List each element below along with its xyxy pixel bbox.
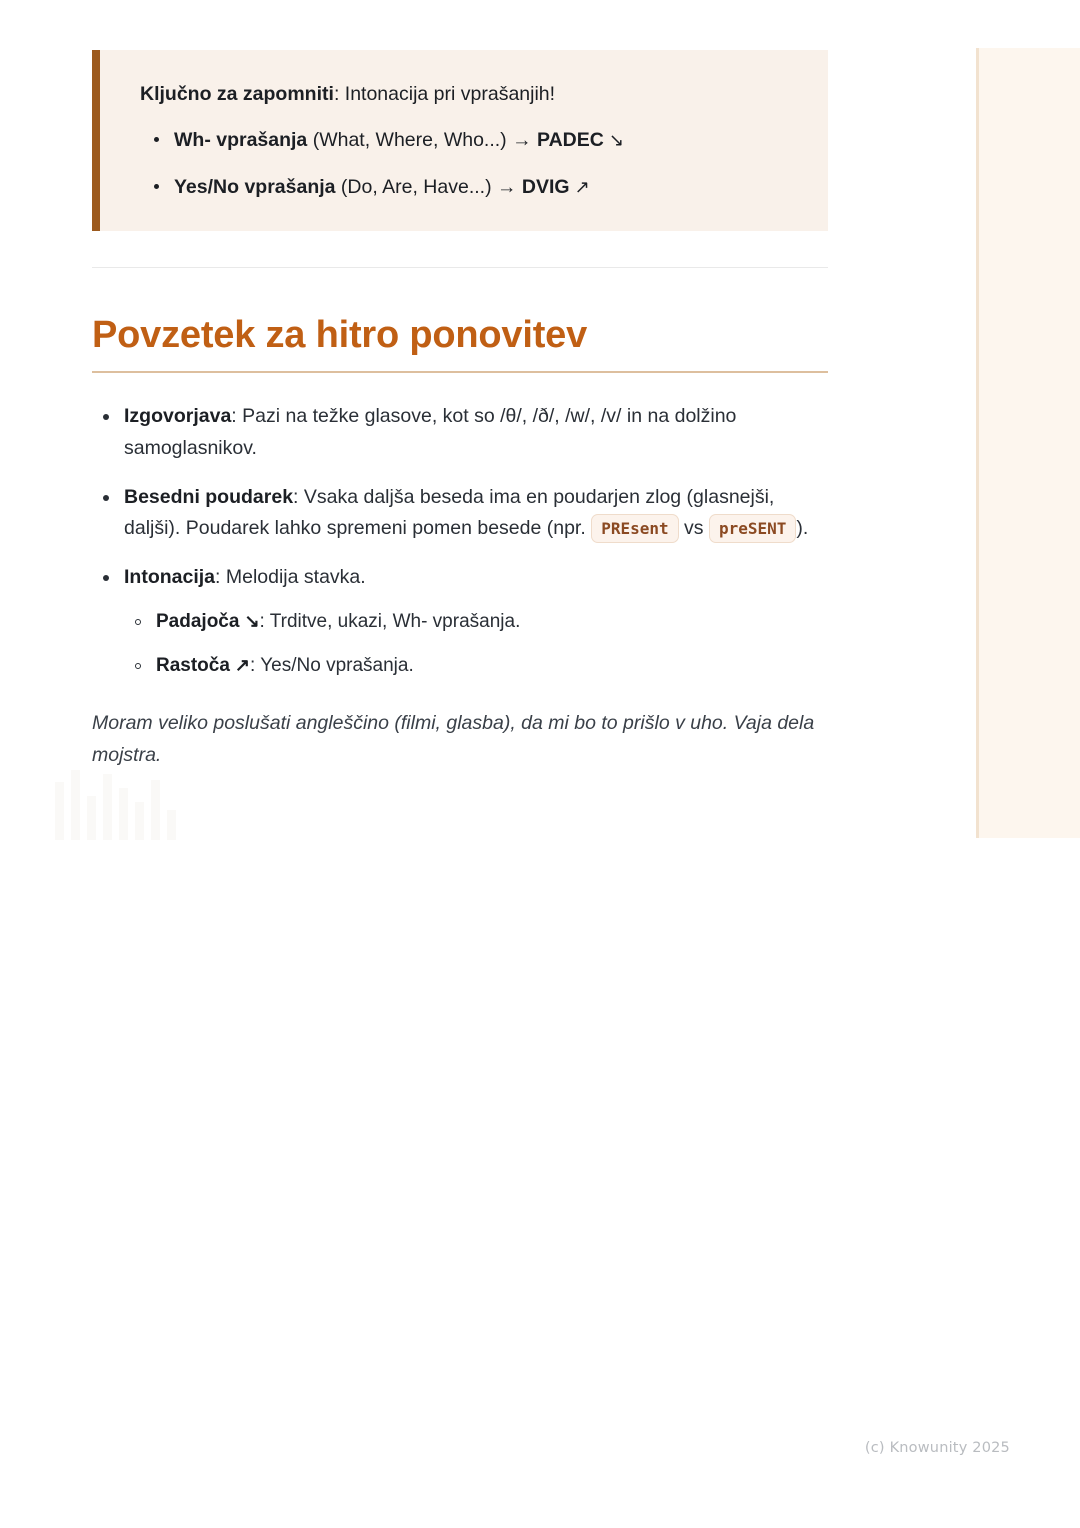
list-item (92, 401, 828, 464)
sub-item-term: Padajoča (156, 611, 240, 633)
closing-note: Moram veliko poslušati angleščino (filmi, glasba), da mi bo to prišlo v uho. Vaja dela mojstra. (92, 712, 815, 766)
code-chip-present-noun: PREsent (591, 514, 678, 543)
background-watermark (55, 770, 235, 840)
summary-item-text-part3: ). (796, 517, 809, 540)
code-chip-present-verb: preSENT (709, 514, 796, 543)
callout-item-middle: (Do, Are, Have...) → (335, 175, 522, 198)
sub-item-text: : Trditve, ukazi, Wh- vprašanja. (259, 611, 521, 633)
list-item (92, 562, 828, 680)
summary-item-term: Izgovorjava (124, 405, 232, 428)
list-item (92, 482, 828, 545)
callout-list-item (140, 126, 794, 154)
copyright-watermark: (c) Knowunity 2025 (864, 1440, 1010, 1456)
callout-lead-bold: Ključno za zapomniti (140, 83, 334, 105)
summary-item-term: Intonacija (124, 565, 216, 588)
section-heading: Povzetek za hitro ponovitev (92, 313, 588, 356)
summary-item-text-part1: : Vsaka daljša beseda ima en poudarjen zlog (glasnejši, daljši). Poudarek lahko spremeni pomen besede (npr. (124, 485, 775, 540)
sub-item-text: : Yes/No vprašanja. (250, 654, 414, 676)
right-side-panel (976, 48, 1080, 838)
summary-item-text: : Pazi na težke glasove, kot so /θ/, /ð/, /w/, /v/ in na dolžino samoglasnikov. (124, 405, 737, 460)
summary-item-term: Besedni poudarek (124, 485, 294, 508)
intonation-sub-list (124, 607, 828, 680)
callout-item-strong: DVIG (521, 175, 570, 198)
summary-item-text-part2: vs (678, 517, 709, 540)
callout-lead-line (140, 80, 794, 108)
sub-item-term: Rastoča (156, 654, 230, 676)
arrow-down-right-icon: ↘ (603, 130, 624, 151)
callout-item-strong: PADEC (537, 129, 604, 152)
list-item (124, 607, 828, 636)
callout-item-middle: (What, Where, Who...) → (307, 129, 538, 152)
arrow-up-right-icon: ↗ (229, 654, 251, 675)
callout-list-item (140, 173, 794, 201)
document-content (92, 50, 828, 771)
arrow-up-right-icon: ↗ (569, 176, 590, 197)
callout-lead-rest: : Intonacija pri vprašanjih! (333, 83, 556, 105)
callout-item-term: Yes/No vprašanja (174, 175, 336, 198)
callout-item-term: Wh- vprašanja (174, 129, 308, 152)
section-divider (92, 267, 828, 268)
summary-item-text: : Melodija stavka. (215, 565, 366, 588)
summary-list (92, 401, 828, 680)
key-takeaway-callout (92, 50, 828, 231)
heading-underline (92, 371, 828, 373)
arrow-down-right-icon: ↘ (239, 611, 260, 632)
list-item (124, 651, 828, 680)
callout-list (140, 126, 794, 201)
